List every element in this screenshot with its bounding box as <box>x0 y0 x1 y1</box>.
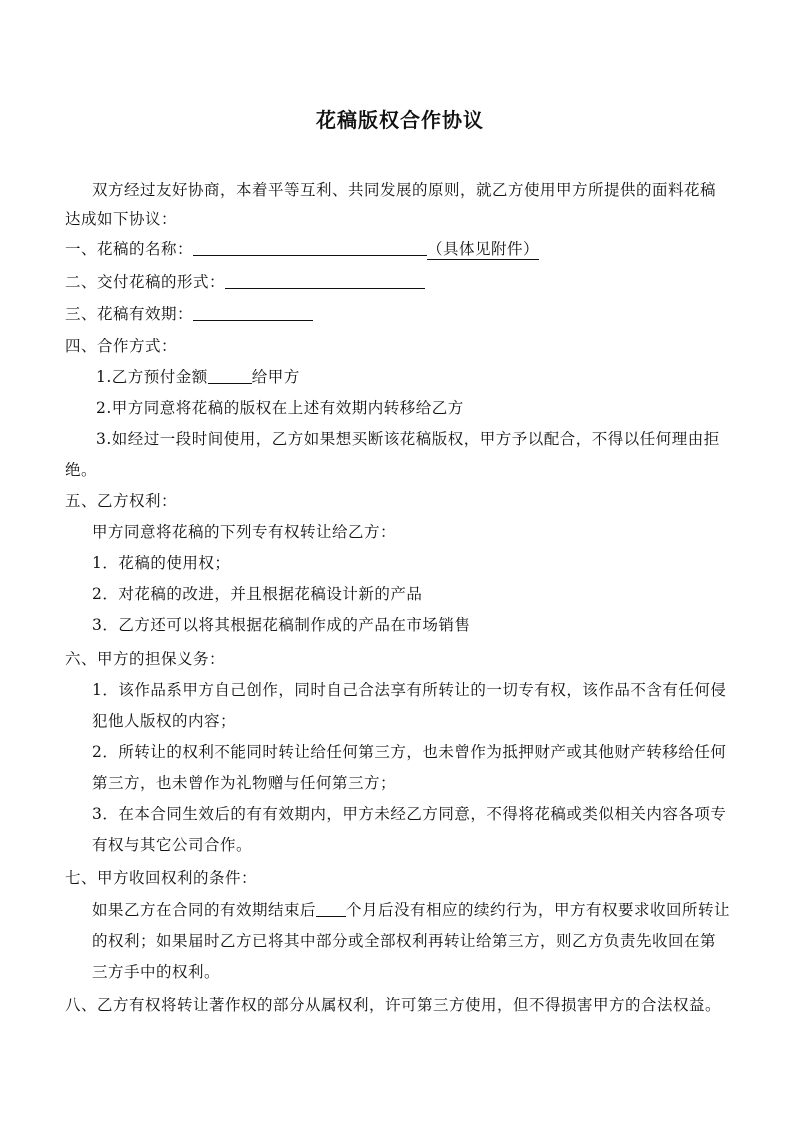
section-7-heading: 七、甲方收回权利的条件： <box>65 869 258 887</box>
section-5-item-1: 1．花稿的使用权； <box>92 554 231 572</box>
section-2-label: 二、交付花稿的形式： <box>65 273 226 291</box>
intro-line-2: 达成如下协议： <box>65 210 178 228</box>
section-7-line-2: 的权利；如果届时乙方已将其中部分或全部权利再转让给第三方，则乙方负责先收回在第 <box>92 932 717 950</box>
flower-name-blank[interactable] <box>193 239 427 256</box>
section-3-label: 三、花稿有效期： <box>65 305 194 323</box>
prepay-amount-blank[interactable] <box>208 367 252 384</box>
item-1-prefix: 1.乙方预付金额 <box>96 368 208 386</box>
section-4-item-2: 2.甲方同意将花稿的版权在上述有效期内转移给乙方 <box>96 399 464 417</box>
section-1-label: 一、花稿的名称： <box>65 240 194 258</box>
section-5-heading: 五、乙方权利： <box>65 492 178 510</box>
section-1-suffix: （具体见附件） <box>427 240 540 258</box>
validity-period-blank[interactable] <box>193 304 313 321</box>
section-5-item-3: 3．乙方还可以将其根据花稿制作成的产品在市场销售 <box>92 616 471 634</box>
intro-line-1: 双方经过友好协商，本着平等互利、共同发展的原则，就乙方使用甲方所提供的面料花稿 <box>92 181 717 199</box>
section-6-item-3-line-1: 3．在本合同生效后的有有效期内，甲方未经乙方同意，不得将花稿或类似相关内容各项专 <box>92 805 727 823</box>
section-6-item-2-line-2: 第三方，也未曾作为礼物赠与任何第三方； <box>92 774 397 792</box>
section-5-item-2: 2．对花稿的改进，并且根据花稿设计新的产品 <box>92 585 423 603</box>
months-blank[interactable] <box>316 900 346 917</box>
section-4-heading: 四、合作方式： <box>65 337 178 355</box>
section-3 <box>65 304 313 324</box>
section-8: 八、乙方有权将转让著作权的部分从属权利，许可第三方使用，但不得损害甲方的合法权益。 <box>65 996 722 1014</box>
section-2 <box>65 272 425 292</box>
item-1-suffix: 给甲方 <box>251 368 300 386</box>
section-4-item-3-line-1: 3.如经过一段时间使用，乙方如果想买断该花稿版权，甲方予以配合，不得以任何理由拒 <box>96 430 720 448</box>
section-7-line-1-suffix: 个月后没有相应的续约行为，甲方有权要求收回所转让 <box>346 901 731 919</box>
section-5-intro: 甲方同意将花稿的下列专有权转让给乙方： <box>92 523 397 541</box>
delivery-form-blank[interactable] <box>225 272 425 289</box>
section-4-item-1 <box>96 367 300 387</box>
section-1 <box>65 239 539 259</box>
section-7-line-3: 三方手中的权利。 <box>92 963 221 981</box>
section-6-item-2-line-1: 2．所转让的权利不能同时转让给任何第三方，也未曾作为抵押财产或其他财产转移给任何 <box>92 743 727 761</box>
section-6-item-1-line-1: 1．该作品系甲方自己创作，同时自己合法享有所转让的一切专有权，该作品不含有任何侵 <box>92 681 727 699</box>
section-7-line-1 <box>92 900 730 920</box>
section-6-heading: 六、甲方的担保义务： <box>65 650 226 668</box>
section-4-item-3-line-2: 绝。 <box>65 461 98 479</box>
section-7-line-1-prefix: 如果乙方在合同的有效期结束后 <box>92 901 317 919</box>
section-6-item-3-line-2: 有权与其它公司合作。 <box>92 836 253 854</box>
document-title: 花稿版权合作协议 <box>316 108 484 132</box>
section-6-item-1-line-2: 犯他人版权的内容； <box>92 712 237 730</box>
